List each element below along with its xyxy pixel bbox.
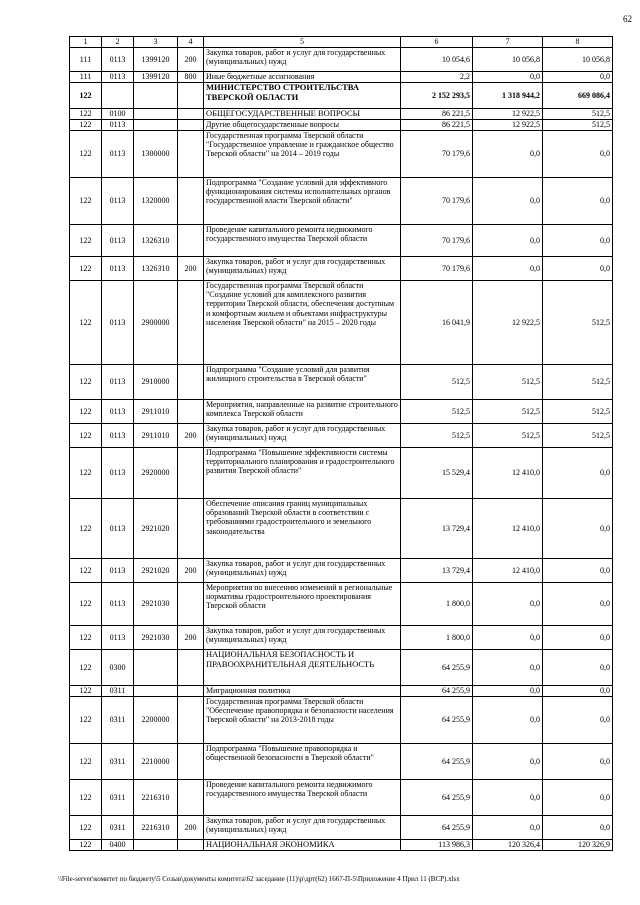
item-name: Другие общегосударственные вопросы <box>204 120 401 131</box>
expense-type-code <box>178 583 204 626</box>
target-code: 1300000 <box>134 131 178 178</box>
amount-col6: 1 800,0 <box>401 626 473 650</box>
amount-col6: 512,5 <box>401 424 473 448</box>
table-row <box>70 583 613 626</box>
amount-col7: 0,0 <box>473 686 543 697</box>
section-code: 0311 <box>102 697 134 744</box>
admin-code: 122 <box>70 650 102 686</box>
section-code: 0113 <box>102 257 134 281</box>
target-code: 2910000 <box>134 365 178 400</box>
table-row <box>70 281 613 365</box>
admin-code: 111 <box>70 48 102 72</box>
header-cell: 6 <box>401 37 473 48</box>
target-code <box>134 686 178 697</box>
amount-col6: 2 152 293,5 <box>401 83 473 109</box>
expense-type-code: 200 <box>178 816 204 840</box>
amount-col7: 0,0 <box>473 257 543 281</box>
header-cell: 8 <box>543 37 613 48</box>
amount-col6: 13 729,4 <box>401 499 473 559</box>
expense-type-code <box>178 83 204 109</box>
amount-col8: 512,5 <box>543 424 613 448</box>
admin-code: 122 <box>70 178 102 225</box>
amount-col6: 2,2 <box>401 72 473 83</box>
section-code: 0113 <box>102 120 134 131</box>
target-code: 1399120 <box>134 72 178 83</box>
amount-col6: 16 041,9 <box>401 281 473 365</box>
target-code: 2216310 <box>134 816 178 840</box>
amount-col7: 12 410,0 <box>473 499 543 559</box>
amount-col8: 512,5 <box>543 120 613 131</box>
admin-code: 122 <box>70 131 102 178</box>
amount-col7: 0,0 <box>473 650 543 686</box>
amount-col6: 64 255,9 <box>401 780 473 816</box>
table-row <box>70 448 613 499</box>
admin-code: 122 <box>70 120 102 131</box>
amount-col6: 512,5 <box>401 365 473 400</box>
amount-col6: 86 221,5 <box>401 109 473 120</box>
section-code: 0113 <box>102 559 134 583</box>
expense-type-code: 200 <box>178 48 204 72</box>
table-row <box>70 816 613 840</box>
section-code: 0100 <box>102 109 134 120</box>
amount-col7: 0,0 <box>473 178 543 225</box>
amount-col6: 113 986,3 <box>401 840 473 851</box>
amount-col7: 12 922,5 <box>473 120 543 131</box>
amount-col7: 512,5 <box>473 365 543 400</box>
header-cell: 2 <box>102 37 134 48</box>
amount-col8: 0,0 <box>543 131 613 178</box>
expense-type-code <box>178 650 204 686</box>
table-row <box>70 499 613 559</box>
amount-col7: 0,0 <box>473 780 543 816</box>
expense-type-code <box>178 780 204 816</box>
amount-col8: 0,0 <box>543 744 613 780</box>
amount-col6: 10 054,6 <box>401 48 473 72</box>
table-row <box>70 780 613 816</box>
item-name: ОБЩЕГОСУДАРСТВЕННЫЕ ВОПРОСЫ <box>204 109 401 120</box>
item-name: Подпрограмма "Повышение эффективности системы территориального планирования и градостроительного развития Тверской области" <box>204 448 401 499</box>
amount-col8: 0,0 <box>543 178 613 225</box>
item-name: Закупка товаров, работ и услуг для государственных (муниципальных) нужд <box>204 626 401 650</box>
target-code <box>134 840 178 851</box>
admin-code: 122 <box>70 840 102 851</box>
expense-type-code <box>178 686 204 697</box>
target-code <box>134 120 178 131</box>
section-code: 0311 <box>102 816 134 840</box>
target-code <box>134 83 178 109</box>
table-row <box>70 257 613 281</box>
item-name: Подпрограмма "Создание условий для развития жилищного строительства в Тверской области" <box>204 365 401 400</box>
admin-code: 111 <box>70 72 102 83</box>
table-row <box>70 686 613 697</box>
section-code: 0113 <box>102 424 134 448</box>
amount-col7: 0,0 <box>473 72 543 83</box>
target-code <box>134 109 178 120</box>
amount-col6: 64 255,9 <box>401 686 473 697</box>
target-code <box>134 650 178 686</box>
amount-col8: 512,5 <box>543 400 613 424</box>
amount-col8: 0,0 <box>543 72 613 83</box>
target-code: 2900000 <box>134 281 178 365</box>
admin-code: 122 <box>70 257 102 281</box>
target-code: 2921030 <box>134 626 178 650</box>
table-header-row <box>70 37 613 48</box>
item-name: Иные бюджетные ассигнования <box>204 72 401 83</box>
expense-type-code <box>178 120 204 131</box>
amount-col6: 512,5 <box>401 400 473 424</box>
admin-code: 122 <box>70 626 102 650</box>
amount-col7: 12 410,0 <box>473 448 543 499</box>
expense-type-code: 800 <box>178 72 204 83</box>
amount-col8: 512,5 <box>543 109 613 120</box>
item-name: Мероприятия, направленные на развитие строительного комплекса Тверской области <box>204 400 401 424</box>
amount-col7: 0,0 <box>473 626 543 650</box>
target-code: 2921030 <box>134 583 178 626</box>
item-name: Миграционная политика <box>204 686 401 697</box>
header-cell: 5 <box>204 37 401 48</box>
amount-col8: 10 056,8 <box>543 48 613 72</box>
amount-col6: 64 255,9 <box>401 650 473 686</box>
expense-type-code <box>178 697 204 744</box>
target-code: 2200000 <box>134 697 178 744</box>
item-name: Закупка товаров, работ и услуг для государственных (муниципальных) нужд <box>204 559 401 583</box>
section-code: 0113 <box>102 626 134 650</box>
section-code: 0113 <box>102 365 134 400</box>
admin-code: 122 <box>70 365 102 400</box>
amount-col7: 512,5 <box>473 424 543 448</box>
amount-col8: 0,0 <box>543 559 613 583</box>
amount-col8: 0,0 <box>543 816 613 840</box>
expense-type-code: 200 <box>178 559 204 583</box>
amount-col7: 512,5 <box>473 400 543 424</box>
amount-col6: 64 255,9 <box>401 697 473 744</box>
amount-col8: 0,0 <box>543 780 613 816</box>
amount-col8: 0,0 <box>543 225 613 257</box>
page-number: 62 <box>623 14 632 24</box>
expense-type-code <box>178 365 204 400</box>
amount-col7: 0,0 <box>473 225 543 257</box>
item-name: НАЦИОНАЛЬНАЯ ЭКОНОМИКА <box>204 840 401 851</box>
item-name: МИНИСТЕРСТВО СТРОИТЕЛЬСТВА ТВЕРСКОЙ ОБЛАСТИ <box>204 83 401 109</box>
admin-code: 122 <box>70 559 102 583</box>
amount-col7: 1 318 944,2 <box>473 83 543 109</box>
amount-col7: 0,0 <box>473 816 543 840</box>
amount-col6: 15 529,4 <box>401 448 473 499</box>
section-code: 0113 <box>102 448 134 499</box>
expense-type-code: 200 <box>178 424 204 448</box>
section-code: 0113 <box>102 225 134 257</box>
target-code: 2210000 <box>134 744 178 780</box>
item-name: Государственная программа Тверской области "Создание условий для комплексного развития территории Тверской области, обеспечения доступным и комфортным жильем и объектами инфраструктуры населения Тверской области" на 2015 – 2020 годы <box>204 281 401 365</box>
item-name: Закупка товаров, работ и услуг для государственных (муниципальных) нужд <box>204 48 401 72</box>
admin-code: 122 <box>70 780 102 816</box>
amount-col8: 512,5 <box>543 281 613 365</box>
admin-code: 122 <box>70 697 102 744</box>
section-code: 0311 <box>102 780 134 816</box>
amount-col7: 12 922,5 <box>473 109 543 120</box>
admin-code: 122 <box>70 583 102 626</box>
target-code: 1320000 <box>134 178 178 225</box>
amount-col8: 0,0 <box>543 686 613 697</box>
amount-col6: 86 221,5 <box>401 120 473 131</box>
amount-col7: 0,0 <box>473 131 543 178</box>
table-row <box>70 424 613 448</box>
expense-type-code <box>178 840 204 851</box>
amount-col7: 12 922,5 <box>473 281 543 365</box>
admin-code: 122 <box>70 499 102 559</box>
amount-col6: 64 255,9 <box>401 744 473 780</box>
amount-col8: 0,0 <box>543 626 613 650</box>
amount-col8: 0,0 <box>543 650 613 686</box>
admin-code: 122 <box>70 109 102 120</box>
section-code: 0113 <box>102 131 134 178</box>
amount-col8: 0,0 <box>543 257 613 281</box>
section-row <box>70 840 613 851</box>
section-code: 0113 <box>102 48 134 72</box>
section-code: 0113 <box>102 178 134 225</box>
amount-col8: 0,0 <box>543 499 613 559</box>
ministry-row <box>70 83 613 109</box>
target-code: 1399120 <box>134 48 178 72</box>
amount-col7: 10 056,8 <box>473 48 543 72</box>
amount-col8: 0,0 <box>543 448 613 499</box>
item-name: Закупка товаров, работ и услуг для государственных (муниципальных) нужд <box>204 816 401 840</box>
amount-col8: 120 326,9 <box>543 840 613 851</box>
table-row <box>70 72 613 83</box>
table-row <box>70 131 613 178</box>
amount-col8: 0,0 <box>543 697 613 744</box>
table-row <box>70 559 613 583</box>
expense-type-code <box>178 131 204 178</box>
section-code <box>102 83 134 109</box>
amount-col8: 512,5 <box>543 365 613 400</box>
amount-col7: 0,0 <box>473 583 543 626</box>
header-cell: 7 <box>473 37 543 48</box>
admin-code: 122 <box>70 686 102 697</box>
admin-code: 122 <box>70 225 102 257</box>
item-name: Проведение капитального ремонта недвижимого государственного имущества Тверской области <box>204 780 401 816</box>
table-row <box>70 365 613 400</box>
item-name: Государственная программа Тверской области "Государственное управление и гражданское общество Тверской области" на 2014 – 2019 годы <box>204 131 401 178</box>
table-row <box>70 225 613 257</box>
expense-type-code <box>178 109 204 120</box>
table-row <box>70 120 613 131</box>
item-name: Закупка товаров, работ и услуг для государственных (муниципальных) нужд <box>204 257 401 281</box>
item-name: Подпрограмма "Повышение правопорядка и общественной безопасности в Тверской области" <box>204 744 401 780</box>
item-name: НАЦИОНАЛЬНАЯ БЕЗОПАСНОСТЬ И ПРАВООХРАНИТЕЛЬНАЯ ДЕЯТЕЛЬНОСТЬ <box>204 650 401 686</box>
section-code: 0113 <box>102 72 134 83</box>
section-code: 0113 <box>102 499 134 559</box>
expense-type-code <box>178 744 204 780</box>
expense-type-code <box>178 178 204 225</box>
target-code: 2920000 <box>134 448 178 499</box>
amount-col6: 70 179,6 <box>401 131 473 178</box>
expense-type-code: 200 <box>178 257 204 281</box>
section-code: 0400 <box>102 840 134 851</box>
item-name: Закупка товаров, работ и услуг для государственных (муниципальных) нужд <box>204 424 401 448</box>
table-row <box>70 400 613 424</box>
table-row <box>70 178 613 225</box>
amount-col8: 669 086,4 <box>543 83 613 109</box>
amount-col7: 0,0 <box>473 697 543 744</box>
admin-code: 122 <box>70 744 102 780</box>
section-code: 0113 <box>102 400 134 424</box>
admin-code: 122 <box>70 400 102 424</box>
expense-type-code <box>178 281 204 365</box>
amount-col6: 70 179,6 <box>401 225 473 257</box>
file-path-footer: \\File-server\комитет по бюджету\5 Созыв\документы комитета\62 заседание (11)\р\дрт(62) 1667-П-5\Приложение 4 Прил 11 (ВСР).xlsx <box>58 875 460 883</box>
admin-code: 122 <box>70 281 102 365</box>
item-name: Обеспечение описания границ муниципальных образований Тверской области в соответствии с требованиями градостроительного и земельного законодательства <box>204 499 401 559</box>
amount-col7: 0,0 <box>473 744 543 780</box>
amount-col7: 12 410,0 <box>473 559 543 583</box>
table-row <box>70 48 613 72</box>
target-code: 2911010 <box>134 400 178 424</box>
amount-col6: 64 255,9 <box>401 816 473 840</box>
expense-type-code: 200 <box>178 626 204 650</box>
section-row <box>70 109 613 120</box>
target-code: 2921020 <box>134 499 178 559</box>
budget-table <box>69 36 613 851</box>
amount-col6: 1 800,0 <box>401 583 473 626</box>
amount-col6: 70 179,6 <box>401 257 473 281</box>
table-row <box>70 744 613 780</box>
amount-col6: 70 179,6 <box>401 178 473 225</box>
admin-code: 122 <box>70 448 102 499</box>
expense-type-code <box>178 400 204 424</box>
amount-col6: 13 729,4 <box>401 559 473 583</box>
item-name: Государственная программа Тверской области "Обеспечение правопорядка и безопасности населения Тверской области" на 2013-2018 годы <box>204 697 401 744</box>
target-code: 2216310 <box>134 780 178 816</box>
item-name: Мероприятия по внесению изменений в региональные нормативы градостроительного проектирования Тверской области <box>204 583 401 626</box>
amount-col7: 120 326,4 <box>473 840 543 851</box>
section-code: 0300 <box>102 650 134 686</box>
item-name: Подпрограмма "Создание условий для эффективного функционирования системы исполнительных органов государственной власти Тверской области" <box>204 178 401 225</box>
section-code: 0311 <box>102 744 134 780</box>
section-code: 0113 <box>102 583 134 626</box>
target-code: 2921020 <box>134 559 178 583</box>
expense-type-code <box>178 448 204 499</box>
amount-col8: 0,0 <box>543 583 613 626</box>
table-row <box>70 626 613 650</box>
header-cell: 1 <box>70 37 102 48</box>
item-name: Проведение капитального ремонта недвижимого государственного имущества Тверской области <box>204 225 401 257</box>
admin-code: 122 <box>70 83 102 109</box>
section-code: 0113 <box>102 281 134 365</box>
expense-type-code <box>178 499 204 559</box>
section-row <box>70 650 613 686</box>
header-cell: 3 <box>134 37 178 48</box>
admin-code: 122 <box>70 424 102 448</box>
section-code: 0311 <box>102 686 134 697</box>
header-cell: 4 <box>178 37 204 48</box>
table-row <box>70 697 613 744</box>
target-code: 1326310 <box>134 257 178 281</box>
target-code: 1326310 <box>134 225 178 257</box>
target-code: 2911010 <box>134 424 178 448</box>
admin-code: 122 <box>70 816 102 840</box>
expense-type-code <box>178 225 204 257</box>
